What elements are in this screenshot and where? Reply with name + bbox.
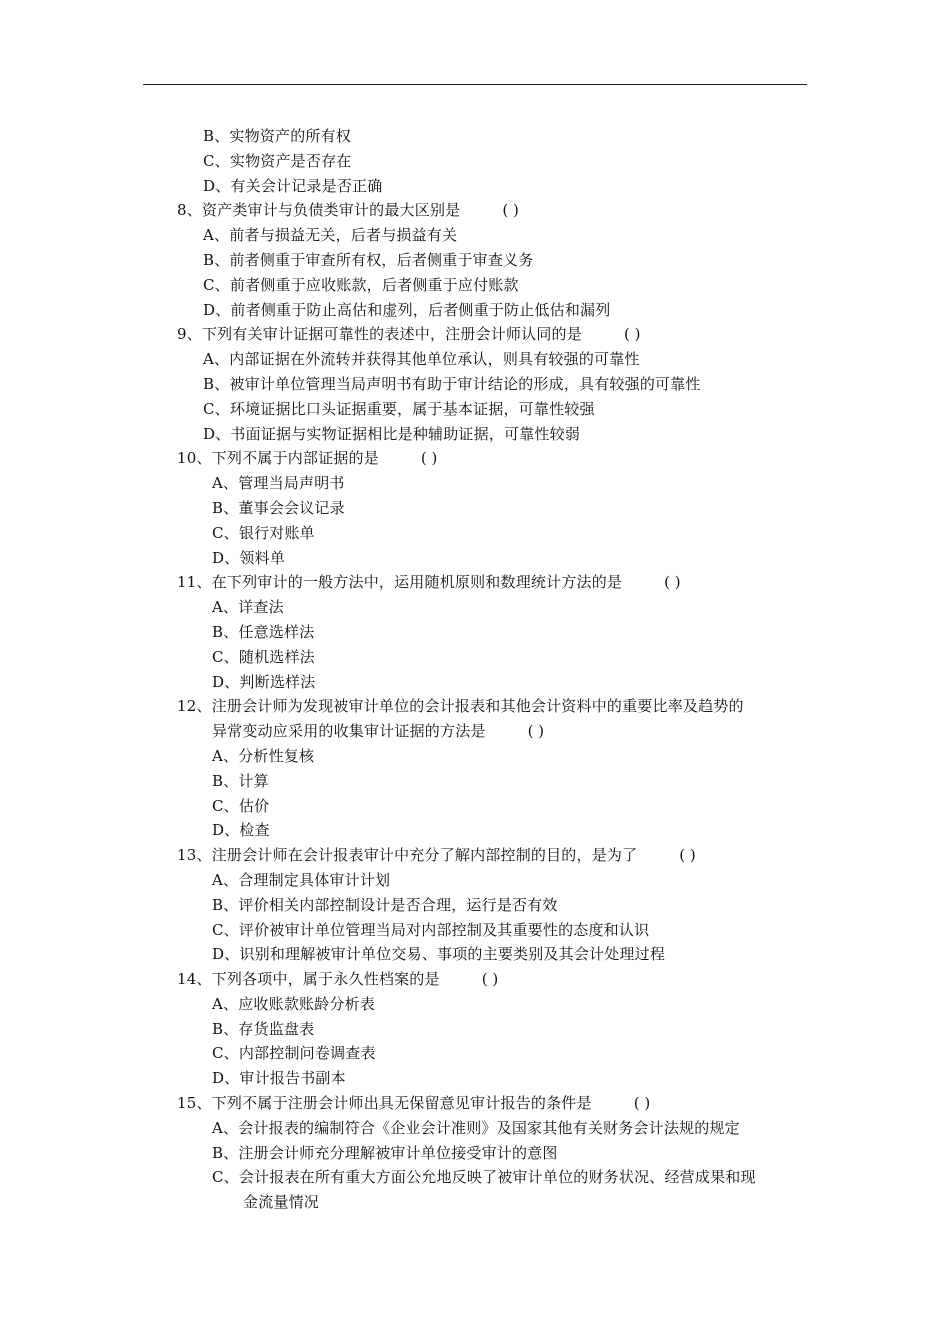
question-text: 11、在下列审计的一般方法中，运用随机原则和数理统计方法的是: [177, 573, 623, 592]
question-text: 9、下列有关审计证据可靠性的表述中，注册会计师认同的是: [177, 325, 582, 344]
option-d: D、领料单: [212, 548, 286, 567]
option-d: D、书面证据与实物证据相比是种辅助证据，可靠性较弱: [203, 424, 581, 443]
exam-content: [0, 124, 950, 1215]
option-c: C、内部控制问卷调查表: [212, 1044, 376, 1063]
question-text: 10、下列不属于内部证据的是: [177, 449, 379, 468]
option-a: A、会计报表的编制符合《企业会计准则》及国家其他有关财务会计法规的规定: [212, 1118, 740, 1137]
option-a: A、内部证据在外流转并获得其他单位承认，则具有较强的可靠性: [203, 350, 640, 369]
answer-blank: ( ): [420, 449, 438, 468]
option-d: D、前者侧重于防止高估和虚列，后者侧重于防止低估和漏列: [203, 300, 611, 319]
answer-blank: ( ): [527, 722, 545, 741]
option-c: C、随机选样法: [212, 647, 315, 666]
option-c: C、环境证据比口头证据重要，属于基本证据，可靠性较强: [203, 399, 595, 418]
question-text: 12、注册会计师为发现被审计单位的会计报表和其他会计资料中的重要比率及趋势的: [177, 697, 744, 716]
option-c: C、估价: [212, 796, 270, 815]
question-12: [0, 694, 950, 719]
option-d: D、判断选样法: [212, 672, 316, 691]
question-text: 15、下列不属于注册会计师出具无保留意见审计报告的条件是: [177, 1094, 592, 1113]
question-text: 13、注册会计师在会计报表审计中充分了解内部控制的目的，是为了: [177, 846, 638, 865]
question-text: 8、资产类审计与负债类审计的最大区别是: [177, 201, 461, 220]
option-b: B、计算: [212, 771, 269, 790]
option-a: A、合理制定具体审计计划: [212, 870, 391, 889]
option-b: B、实物资产的所有权: [203, 127, 352, 145]
option-b: B、前者侧重于审查所有权，后者侧重于审查义务: [203, 250, 534, 269]
answer-blank: ( ): [679, 846, 696, 865]
option-b: B、董事会会议记录: [212, 498, 345, 517]
question-11: [0, 570, 950, 595]
option-a: A、应收账款账龄分析表: [212, 994, 376, 1013]
option-d: D、检查: [212, 821, 270, 840]
answer-blank: ( ): [664, 573, 681, 592]
option-d: D、有关会计记录是否正确: [203, 176, 383, 195]
answer-blank: ( ): [502, 201, 519, 220]
option-b: B、注册会计师充分理解被审计单位接受审计的意图: [212, 1143, 558, 1162]
question-12-continued: [0, 719, 950, 744]
option-a: A、详查法: [212, 598, 284, 617]
question-8: [0, 198, 950, 223]
option-b: B、评价相关内部控制设计是否合理，运行是否有效: [212, 895, 558, 914]
option-c: C、评价被审计单位管理当局对内部控制及其重要性的态度和认识: [212, 920, 650, 939]
option-b: B、存货监盘表: [212, 1019, 315, 1038]
option-c: C、实物资产是否存在: [203, 151, 352, 170]
question-15: [0, 1091, 950, 1116]
answer-blank: ( ): [633, 1094, 651, 1113]
option-a: A、前者与损益无关，后者与损益有关: [203, 226, 458, 245]
answer-blank: ( ): [481, 970, 499, 989]
option-a: A、管理当局声明书: [212, 474, 345, 493]
option-b: B、被审计单位管理当局声明书有助于审计结论的形成，具有较强的可靠性: [203, 374, 701, 393]
option-c: C、会计报表在所有重大方面公允地反映了被审计单位的财务状况、经营成果和现: [212, 1168, 756, 1187]
question-14: [0, 967, 950, 992]
option-b: B、任意选样法: [212, 622, 315, 641]
option-c: C、银行对账单: [212, 523, 315, 542]
question-13: [0, 843, 950, 868]
question-text-continued: 异常变动应采用的收集审计证据的方法是: [212, 722, 486, 741]
question-9: [0, 322, 950, 347]
answer-blank: ( ): [623, 325, 641, 344]
header-rule: [143, 84, 807, 85]
option-d: D、识别和理解被审计单位交易、事项的主要类别及其会计处理过程: [212, 945, 666, 964]
option-a: A、分析性复核: [212, 746, 315, 765]
question-10: [0, 446, 950, 471]
option-c-continued: 金流量情况: [243, 1193, 320, 1212]
option-d: D、审计报告书副本: [212, 1069, 346, 1088]
question-text: 14、下列各项中，属于永久性档案的是: [177, 970, 440, 989]
option-c: C、前者侧重于应收账款，后者侧重于应付账款: [203, 275, 519, 294]
